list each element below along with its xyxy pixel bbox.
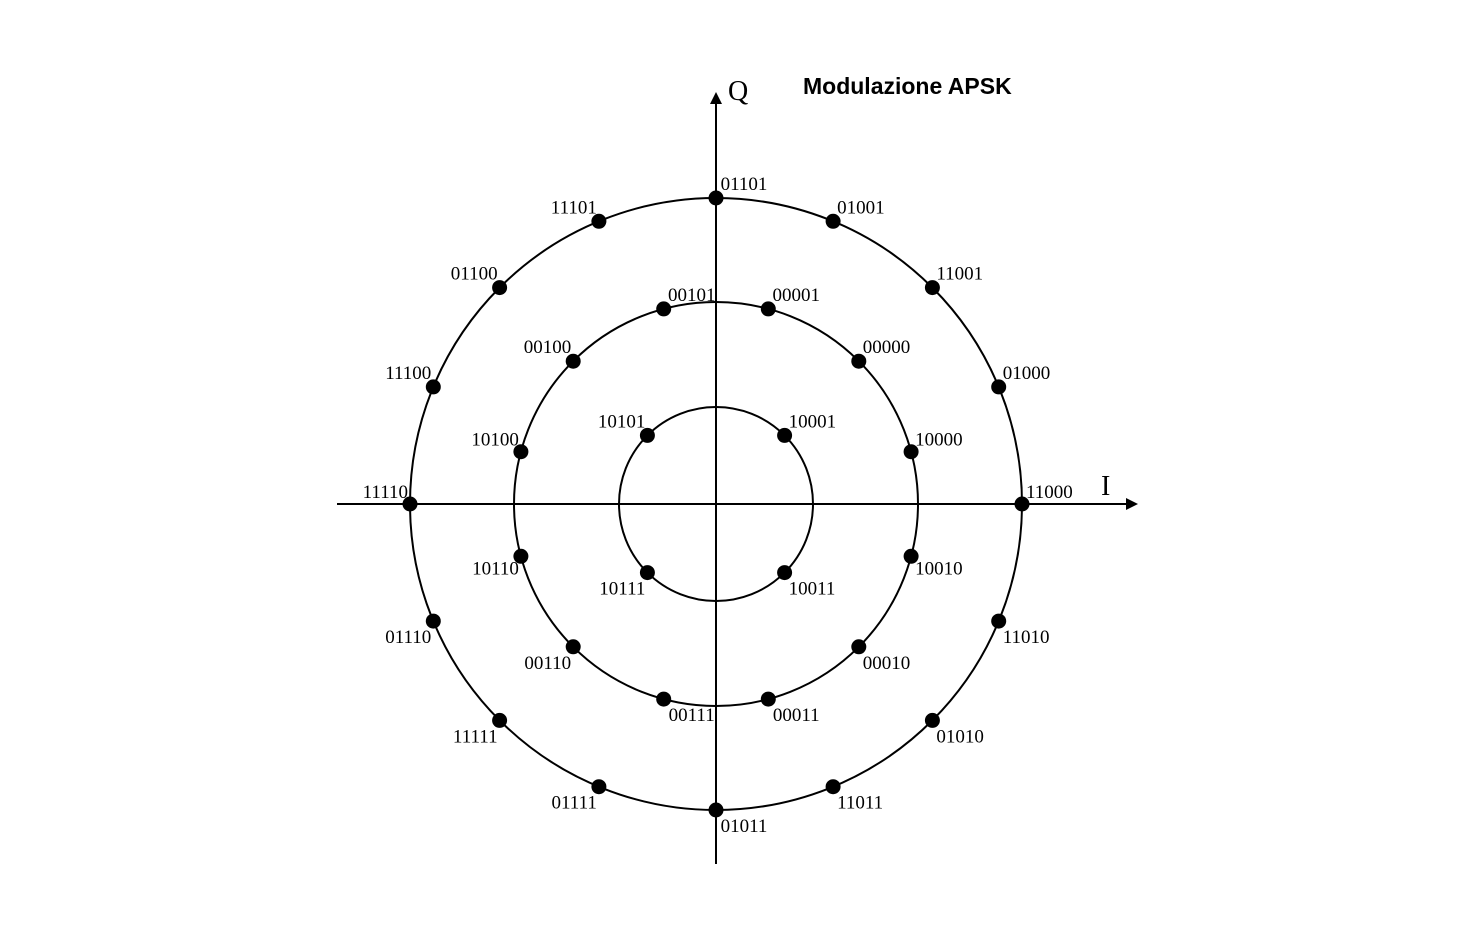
- point-label: 00101: [667, 284, 716, 306]
- point-label: 01001: [837, 197, 885, 219]
- point-label: 11000: [1026, 482, 1073, 503]
- point-label: 10111: [599, 578, 646, 600]
- diagram-title: Modulazione APSK: [803, 73, 1012, 99]
- i-axis-label: I: [1101, 471, 1111, 502]
- point-label: 01010: [936, 726, 984, 748]
- point-label: 01111: [551, 792, 597, 814]
- point-label: 11111: [452, 726, 498, 748]
- point-label: 01101: [720, 174, 768, 195]
- point-label: 10010: [915, 558, 963, 580]
- point-label: 01110: [385, 627, 432, 649]
- point-label: 11101: [550, 197, 597, 219]
- point-label: 11110: [362, 482, 408, 503]
- point-label: 00111: [668, 705, 715, 727]
- point-label: 10001: [788, 411, 837, 433]
- point-label: 10101: [597, 411, 646, 433]
- point-label: 00000: [862, 337, 911, 359]
- point-label: 10000: [915, 429, 963, 451]
- point-label: 01011: [720, 816, 768, 837]
- point-label: 00010: [862, 652, 911, 674]
- point-label: 01000: [1002, 362, 1051, 384]
- point-label: 11001: [936, 263, 984, 285]
- point-label: 10011: [788, 578, 836, 600]
- point-label: 00110: [524, 652, 572, 674]
- point-label: 10110: [472, 558, 519, 580]
- point-label: 01100: [450, 263, 498, 285]
- point-label: 00100: [523, 337, 572, 359]
- q-axis-label: Q: [728, 76, 749, 107]
- point-label: 11100: [385, 362, 432, 384]
- constellation-points: [363, 174, 1073, 837]
- point-label: 11011: [837, 792, 884, 814]
- point-label: 00001: [772, 284, 821, 306]
- point-label: 10100: [471, 429, 519, 451]
- point-label: 00011: [772, 705, 820, 727]
- point-label: 11010: [1002, 627, 1050, 649]
